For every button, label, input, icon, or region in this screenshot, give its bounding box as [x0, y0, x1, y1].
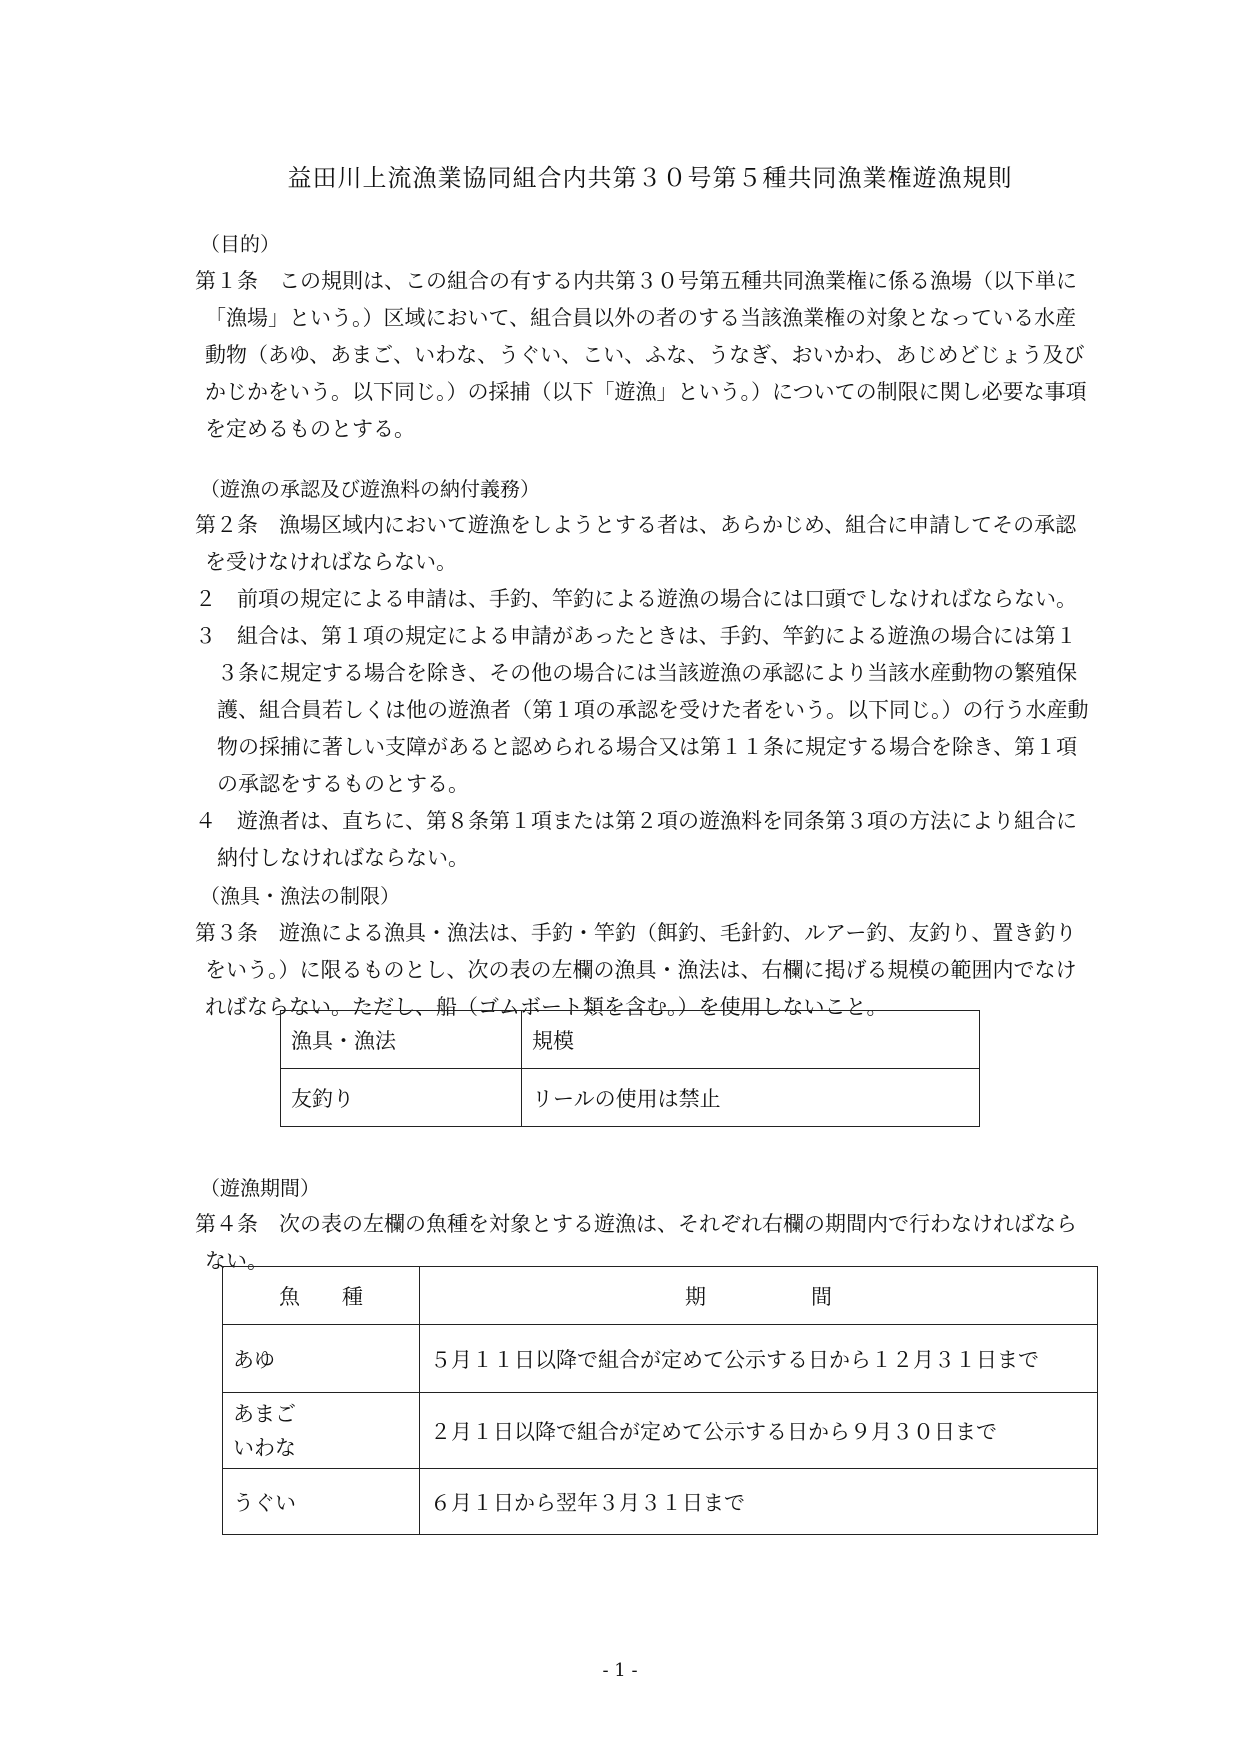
article2-paragraph-2: ２ 前項の規定による申請は、手釣、竿釣による遊漁の場合には口頭でしなければならない。	[195, 587, 1077, 611]
table-header-row	[281, 1011, 980, 1069]
fishing-period-table	[222, 1266, 1098, 1535]
table-header-row	[223, 1267, 1098, 1325]
table-cell: 友釣り	[281, 1069, 522, 1127]
table-header-cell: 漁具・漁法	[281, 1011, 522, 1069]
table-header-cell: 規模	[522, 1011, 980, 1069]
table-row	[223, 1325, 1098, 1393]
table-header-cell: 期 間	[420, 1267, 1098, 1325]
article1-text: 第１条 この規則は、この組合の有する内共第３０号第五種共同漁業権に係る漁場（以下単に「漁場」という。）区域において、組合員以外の者のする当該漁業権の対象となっている水産動物（あゆ、あまご、いわな、うぐい、こい、ふな、うなぎ、おいかわ、あじめどじょう及びかじかをいう。以下同じ。）の採捕（以下「遊漁」という。）についての制限に関し必要な事項を定めるものとする。	[195, 269, 1087, 441]
article4-heading: （遊漁期間）	[200, 1176, 320, 1200]
article2-paragraph-4: ４ 遊漁者は、直ちに、第８条第１項または第２項の遊漁料を同条第３項の方法により組合に納付しなければならない。	[195, 809, 1077, 870]
species-cell: うぐい	[223, 1469, 420, 1535]
article4-text: 第４条 次の表の左欄の魚種を対象とする遊漁は、それぞれ右欄の期間内で行わなければならない。	[195, 1212, 1077, 1273]
table-header-cell: 魚 種	[223, 1267, 420, 1325]
article2-body	[195, 507, 1095, 877]
period-cell: ２月１日以降で組合が定めて公示する日から９月３０日まで	[420, 1393, 1098, 1469]
gear-method-table	[280, 1010, 980, 1127]
species-name: あまご	[233, 1401, 296, 1426]
species-name: いわな	[233, 1435, 296, 1460]
period-cell: ６月１日から翌年３月３１日まで	[420, 1469, 1098, 1535]
page-number: - 1 -	[602, 1660, 638, 1681]
species-cell: あゆ	[223, 1325, 420, 1393]
table-cell: リールの使用は禁止	[522, 1069, 980, 1127]
article1-heading: （目的）	[200, 232, 280, 256]
document-title: 益田川上流漁業協同組合内共第３０号第５種共同漁業権遊漁規則	[287, 164, 1013, 192]
article2-paragraph-3: ３ 組合は、第１項の規定による申請があったときは、手釣、竿釣による遊漁の場合には第１３条に規定する場合を除き、その他の場合には当該遊漁の承認により当該水産動物の繁殖保護、組合員若しくは他の遊漁者（第１項の承認を受けた者をいう。以下同じ。）の行う水産動物の採捕に著しい支障があると認められる場合又は第１１条に規定する場合を除き、第１項の承認をするものとする。	[195, 624, 1089, 796]
table-row	[281, 1069, 980, 1127]
article1-body	[195, 263, 1095, 448]
species-cell	[223, 1393, 420, 1469]
article2-paragraph-1: 第２条 漁場区域内において遊漁をしようとする者は、あらかじめ、組合に申請してその承認を受けなければならない。	[195, 513, 1077, 574]
article2-heading: （遊漁の承認及び遊漁料の納付義務）	[200, 477, 540, 501]
table-row	[223, 1469, 1098, 1535]
table-row	[223, 1393, 1098, 1469]
period-cell: ５月１１日以降で組合が定めて公示する日から１２月３１日まで	[420, 1325, 1098, 1393]
article3-heading: （漁具・漁法の制限）	[200, 884, 400, 908]
article3-text: 第３条 遊漁による漁具・漁法は、手釣・竿釣（餌釣、毛針釣、ルアー釣、友釣り、置き釣りをいう。）に限るものとし、次の表の左欄の漁具・漁法は、右欄に掲げる規模の範囲内でなければならない。ただし、船（ゴムボート類を含む。）を使用しないこと。	[195, 921, 1077, 1019]
